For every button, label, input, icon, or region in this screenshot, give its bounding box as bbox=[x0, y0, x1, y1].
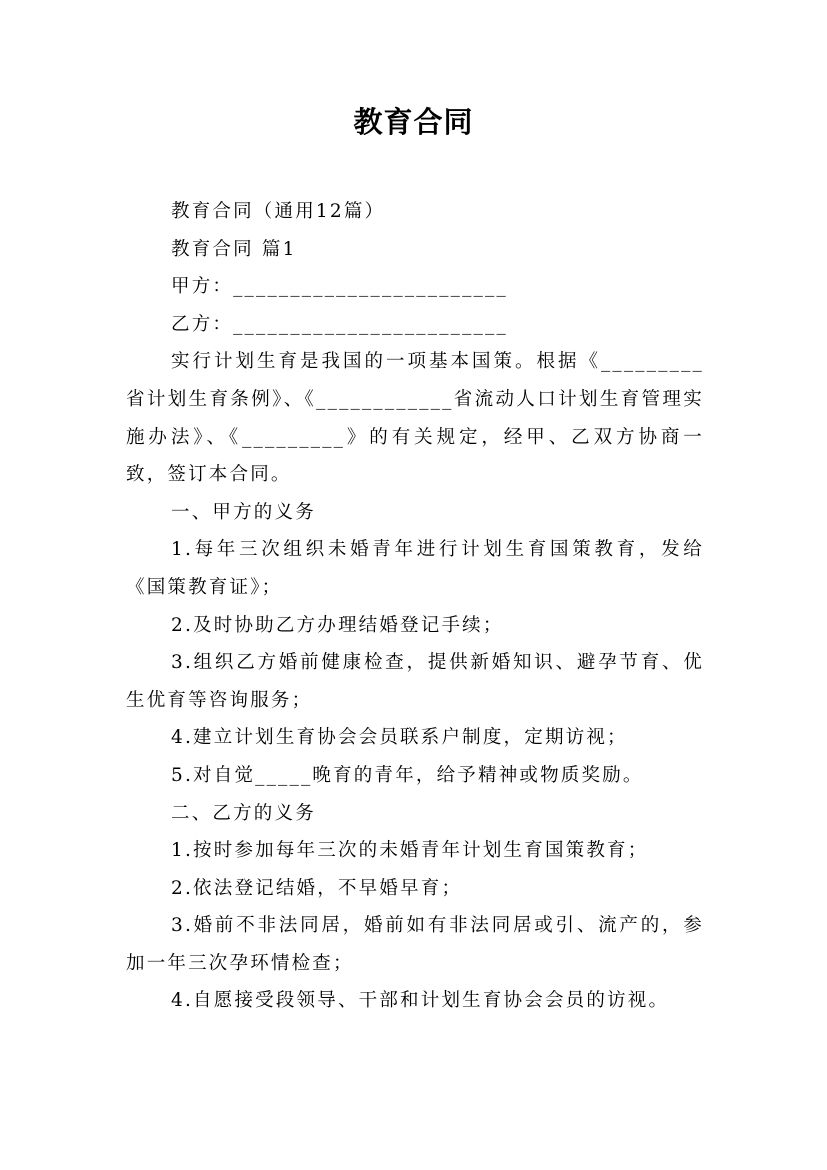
paragraph-party-b: 乙方：________________________ bbox=[171, 313, 508, 335]
paragraph-party-b-duty-4: 4.自愿接受段领导、干部和计划生育协会会员的访视。 bbox=[171, 990, 670, 1012]
paragraph-party-a-duty-3: 3.组织乙方婚前健康检查，提供新婚知识、避孕节育、优生优育等咨询服务； bbox=[126, 652, 704, 711]
paragraph-section-heading: 教育合同 篇1 bbox=[171, 238, 297, 260]
paragraph-heading-party-a-duties: 一、甲方的义务 bbox=[171, 501, 316, 523]
paragraph-party-a-duty-1: 1.每年三次组织未婚青年进行计划生育国策教育，发给《国策教育证》； bbox=[126, 539, 704, 598]
paragraph-party-a-duty-5: 5.对自觉_____晚育的青年，给予精神或物质奖励。 bbox=[171, 764, 644, 786]
paragraph-party-a-duty-4: 4.建立计划生育协会会员联系户制度，定期访视； bbox=[171, 727, 628, 749]
document-title: 教育合同 bbox=[353, 105, 474, 139]
paragraph-party-b-duty-2: 2.依法登记结婚，不早婚早育； bbox=[171, 877, 463, 899]
paragraph-party-a-duty-2: 2.及时协助乙方办理结婚登记手续； bbox=[171, 614, 504, 636]
paragraph-party-b-duty-1: 1.按时参加每年三次的未婚青年计划生育国策教育； bbox=[171, 840, 649, 862]
paragraph-heading-party-b-duties: 二、乙方的义务 bbox=[171, 802, 316, 824]
paragraph-preamble: 实行计划生育是我国的一项基本国策。根据《_________省计划生育条例》、《____________省流动人口计划生育管理实施办法》、《_________》的有关规定，经甲、乙双方协商一致，签订本合同。 bbox=[126, 351, 704, 486]
document-body bbox=[126, 193, 704, 1020]
paragraph-party-b-duty-3: 3.婚前不非法同居，婚前如有非法同居或引、流产的，参加一年三次孕环情检查； bbox=[126, 915, 704, 974]
paragraph-subtitle: 教育合同（通用12篇） bbox=[171, 201, 386, 222]
paragraph-party-a: 甲方：________________________ bbox=[171, 276, 508, 298]
